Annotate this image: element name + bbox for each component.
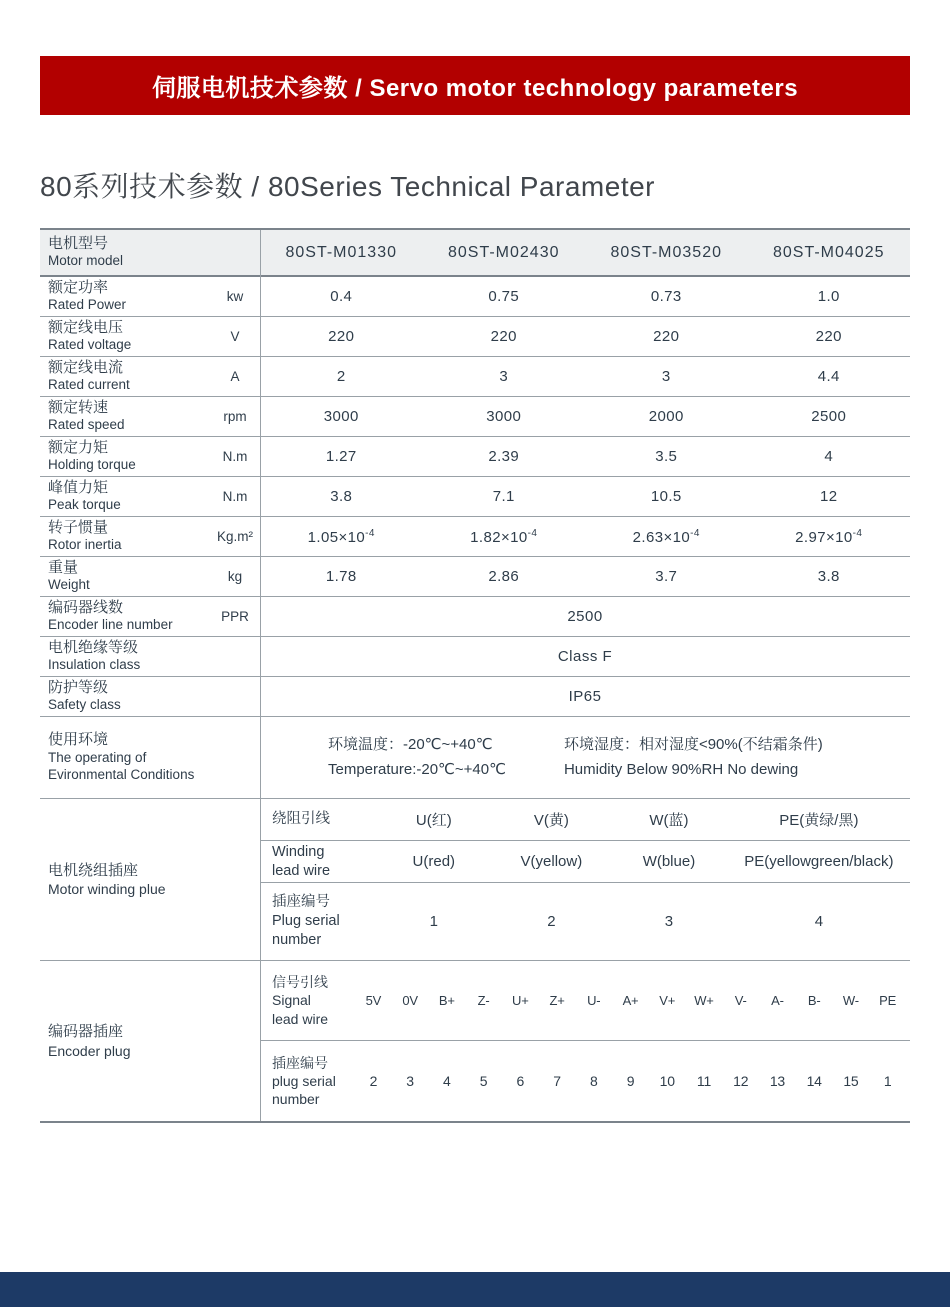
table-cell: 14 (806, 1073, 822, 1089)
row-label-zh: 额定功率 (48, 279, 109, 297)
group-label-en: Encoder plug (48, 1042, 131, 1059)
column-divider (260, 230, 261, 1121)
table-cell: PE(yellowgreen/black) (744, 853, 894, 870)
row-label-en: Rated current (48, 377, 130, 393)
winding-plug-section (40, 799, 910, 961)
row-label-en: Rated Power (48, 297, 127, 313)
row-label-zh: 额定线电压 (48, 319, 124, 337)
table-cell: 2 (336, 368, 346, 385)
temperature-spec: 环境温度：-20℃~+40℃ Temperature:-20℃~+40℃ (328, 735, 506, 778)
sub-row-label: Winding lead wire (272, 843, 331, 879)
table-cell: 3 (499, 368, 509, 385)
row-label-zh: 额定力矩 (48, 439, 109, 457)
winding-serial-row (260, 883, 910, 960)
table-cell: 220 (815, 328, 842, 345)
table-cell: 1.0 (817, 288, 840, 305)
table-cell: 3000 (486, 408, 522, 425)
table-cell: 2.39 (488, 448, 520, 465)
row-label-zh: 转子惯量 (48, 519, 109, 537)
table-row-rated-speed (40, 397, 910, 437)
table-cell: $2.97\times 10^{-4}$ (795, 527, 863, 546)
sub-row-label: 插座编号 plug serial number (272, 1054, 336, 1108)
table-cell: 2.86 (488, 568, 520, 585)
table-cell: 2 (369, 1073, 378, 1089)
table-cell: V(yellow) (520, 853, 583, 870)
table-cell: 10 (659, 1073, 675, 1089)
sub-row-label: 绕阻引线 (272, 811, 330, 828)
table-cell: 12 (820, 488, 838, 505)
table-cell: W(蓝) (649, 812, 689, 829)
table-cell: 5V (365, 993, 382, 1008)
row-label-en: Encoder line number (48, 617, 173, 633)
row-label-en: Rated speed (48, 417, 125, 433)
table-cell: 4 (814, 913, 824, 930)
table-cell: 1 (883, 1073, 892, 1089)
row-label-en: Safety class (48, 697, 121, 713)
header-label-zh: 电机型号 (48, 235, 109, 253)
table-cell: 2000 (648, 408, 684, 425)
table-cell: V+ (659, 993, 676, 1008)
table-cell: 3.5 (655, 448, 678, 465)
table-cell: 6 (516, 1073, 525, 1089)
model-name: 80ST-M04025 (772, 243, 885, 261)
table-cell: Z- (477, 993, 490, 1008)
header-label (40, 235, 210, 270)
model-name: 80ST-M03520 (610, 243, 722, 261)
table-header-row (40, 230, 910, 277)
table-cell: 220 (328, 328, 355, 345)
table-cell: 3.7 (655, 568, 678, 585)
row-label-zh: 额定转速 (48, 399, 109, 417)
table-cell: PE(黄绿/黑) (779, 812, 859, 829)
model-name: 80ST-M01330 (285, 243, 397, 261)
table-cell: 0V (402, 993, 418, 1008)
row-unit: kg (227, 569, 243, 584)
table-row-rated-voltage (40, 317, 910, 357)
row-label-en: Rotor inertia (48, 537, 122, 553)
table-cell: W+ (694, 993, 714, 1008)
table-cell-span: Class F (557, 648, 613, 665)
table-cell: 7 (553, 1073, 561, 1089)
table-cell: B- (807, 993, 821, 1008)
table-cell: $2.63\times 10^{-4}$ (632, 527, 700, 546)
table-cell: 8 (589, 1073, 598, 1089)
row-unit: kw (226, 289, 244, 304)
table-cell: U(red) (412, 853, 456, 870)
table-cell: U(红) (415, 812, 452, 829)
table-cell: 0.73 (650, 288, 682, 305)
row-label-en: Evironmental Conditions (48, 766, 195, 782)
table-row-holding-torque (40, 437, 910, 477)
table-cell: 1.78 (325, 568, 357, 585)
row-unit: N.m (222, 449, 248, 464)
table-cell: 3 (664, 913, 674, 930)
footer-bar (0, 1272, 950, 1307)
table-cell: 1 (429, 913, 438, 930)
table-row-peak-torque (40, 477, 910, 517)
row-unit: Kg.m² (216, 529, 253, 544)
row-label-en: Rated voltage (48, 337, 132, 353)
table-cell: 3000 (323, 408, 359, 425)
table-cell: B+ (438, 993, 455, 1008)
row-label-zh: 重量 (48, 559, 79, 577)
model-names (260, 244, 910, 262)
table-row-environment (40, 717, 910, 799)
row-label-en: Insulation class (48, 657, 141, 673)
banner-title: 伺服电机技术参数 / Servo motor technology parameters (151, 75, 799, 102)
encoder-plug-section (40, 961, 910, 1121)
table-row-safety-class (40, 677, 910, 717)
table-cell: 5 (479, 1073, 488, 1089)
table-cell: $1.05\times 10^{-4}$ (307, 527, 375, 546)
table-cell: 3 (406, 1073, 414, 1089)
table-cell: V(黄) (533, 812, 569, 829)
table-cell: 0.4 (330, 288, 353, 305)
model-name: 80ST-M02430 (447, 243, 560, 261)
table-cell: 11 (696, 1073, 712, 1089)
table-row-weight (40, 557, 910, 597)
table-cell: W- (842, 993, 859, 1008)
table-row-encoder-lines (40, 597, 910, 637)
row-label-en: Holding torque (48, 457, 136, 473)
table-cell: 9 (626, 1073, 635, 1089)
table-cell: 0.75 (488, 288, 520, 305)
table-cell: PE (879, 993, 897, 1008)
table-cell: 220 (653, 328, 680, 345)
table-cell: 3.8 (817, 568, 840, 585)
table-cell: 13 (769, 1073, 786, 1089)
row-unit: V (230, 329, 240, 344)
row-label-zh: 使用环境 (48, 731, 109, 749)
group-label-zh: 编码器插座 (48, 1023, 124, 1041)
row-label-zh: 电机绝缘等级 (48, 639, 139, 657)
row-unit: A (230, 369, 240, 384)
sub-row-label: 插座编号 Plug serial number (272, 894, 340, 948)
table-row-insulation-class (40, 637, 910, 677)
table-cell: 2 (547, 913, 556, 930)
table-cell: A- (771, 993, 784, 1008)
table-cell: 2500 (811, 408, 847, 425)
header-label-en: Motor model (48, 253, 124, 269)
table-cell: $1.82\times 10^{-4}$ (470, 527, 538, 546)
table-cell: 10.5 (650, 488, 682, 505)
section-banner (40, 56, 910, 115)
table-row-rated-power (40, 277, 910, 317)
winding-lead-zh-row (260, 799, 910, 841)
table-cell: 220 (490, 328, 517, 345)
table-cell: 12 (733, 1073, 749, 1089)
group-label-zh: 电机绕组插座 (48, 861, 139, 879)
row-unit: rpm (223, 409, 247, 424)
encoder-signal-row (260, 961, 910, 1041)
row-label-en: Peak torque (48, 497, 121, 513)
row-unit: N.m (222, 489, 248, 504)
table-cell: 15 (843, 1073, 859, 1089)
table-cell: 7.1 (492, 488, 515, 505)
parameters-table (40, 228, 910, 1123)
table-cell-span: IP65 (568, 688, 602, 705)
table-cell: A+ (622, 993, 639, 1008)
humidity-spec: 环境湿度：相对湿度<90%(不结霜条件) Humidity Below 90%RH No dewing (563, 735, 823, 778)
table-cell: W(blue) (642, 853, 696, 870)
table-cell: V- (734, 993, 747, 1008)
table-row-rotor-inertia (40, 517, 910, 557)
table-cell: 1.27 (325, 448, 357, 465)
table-cell: Z+ (549, 993, 565, 1008)
row-label-en: The operating of (48, 750, 147, 765)
row-label-zh: 额定线电流 (48, 359, 124, 377)
row-label-zh: 防护等级 (48, 679, 109, 697)
table-cell: 3.8 (330, 488, 353, 505)
page-title: 80系列技术参数 / 80Series Technical Parameter (40, 171, 655, 202)
encoder-serial-row (260, 1041, 910, 1121)
table-row-rated-current (40, 357, 910, 397)
group-label-en: Motor winding plue (48, 881, 166, 898)
table-cell: U+ (512, 993, 529, 1008)
sub-row-label: 信号引线 Signal lead wire (272, 974, 329, 1027)
winding-lead-en-row (260, 841, 910, 883)
table-cell: 4 (824, 448, 834, 465)
table-cell: 4 (443, 1073, 451, 1089)
row-label-zh: 编码器线数 (48, 599, 124, 617)
table-cell: 4.4 (817, 368, 840, 385)
table-cell-span: 2500 (567, 608, 603, 625)
row-label-zh: 峰值力矩 (48, 479, 109, 497)
row-unit: PPR (221, 609, 249, 624)
table-cell: 3 (661, 368, 671, 385)
table-cell: U- (587, 993, 601, 1008)
row-label-en: Weight (48, 577, 90, 593)
